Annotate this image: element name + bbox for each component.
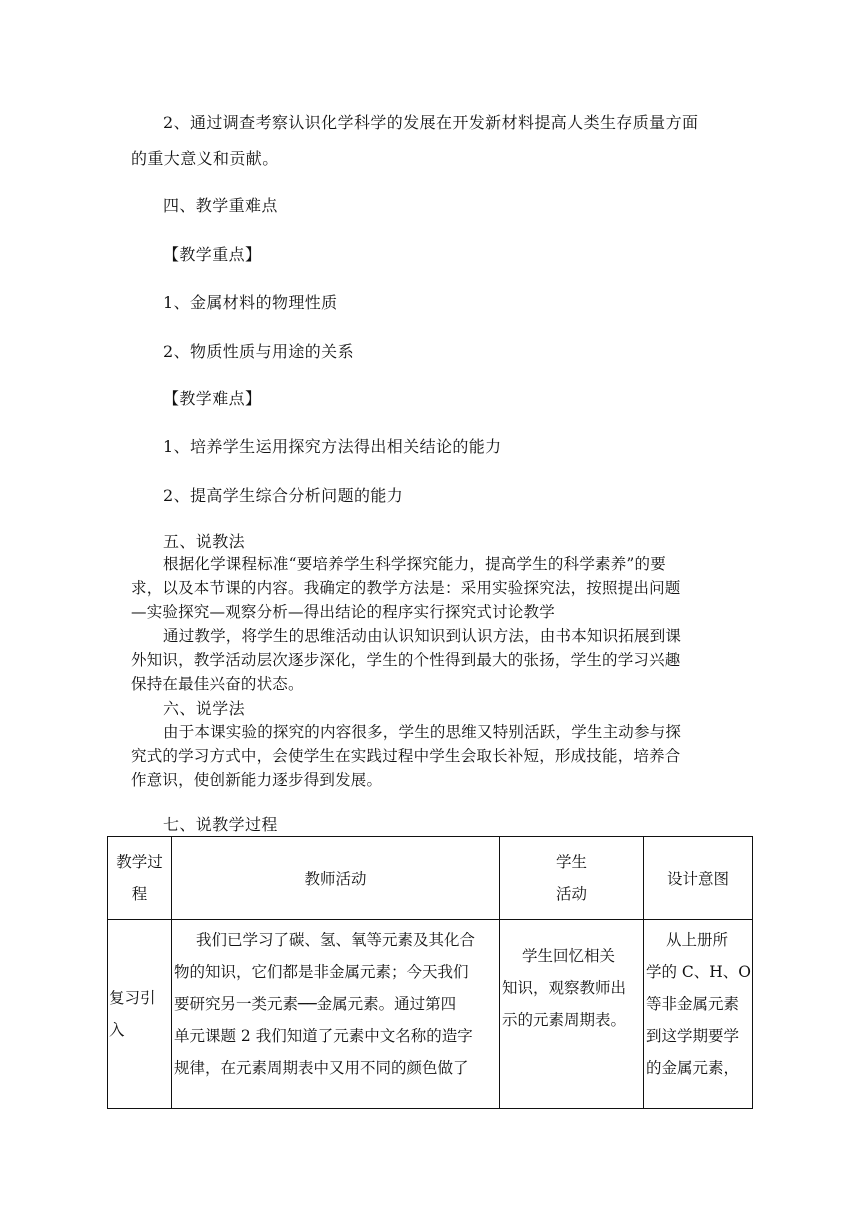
header-text: 设计意图 xyxy=(666,870,729,888)
paragraph-line: 2、通过调查考察认识化学科学的发展在开发新材料提高人类生存质量方面 xyxy=(163,113,699,132)
section-title: 四、教学重难点 xyxy=(163,196,278,215)
header-text: 教师活动 xyxy=(304,870,367,888)
cell-text: 我们已学习了碳、氢、氧等元素及其化合 xyxy=(196,931,476,949)
list-item: 1、培养学生运用探究方法得出相关结论的能力 xyxy=(163,437,502,456)
table-header-row xyxy=(108,837,753,920)
paragraph-line: 保持在最佳兴奋的状态。 xyxy=(131,675,304,693)
header-student xyxy=(500,837,644,920)
paragraph-line: 通过教学，将学生的思维活动由认识知识到认识方法，由书本知识拓展到课 xyxy=(163,627,682,645)
paragraph-line: 由于本课实验的探究的内容很多，学生的思维又特别活跃，学生主动参与探 xyxy=(163,723,682,741)
cell-text: 单元课题 2 我们知道了元素中文名称的造字 xyxy=(174,1027,473,1045)
cell-text: 要研究另一类元素──金属元素。通过第四 xyxy=(174,995,457,1013)
cell-text: 的金属元素， xyxy=(646,1059,740,1077)
cell-text: 规律，在元素周期表中又用不同的颜色做了 xyxy=(174,1059,469,1077)
paragraph-line: 作意识，使创新能力逐步得到发展。 xyxy=(131,771,383,789)
cell-teacher xyxy=(172,920,500,1109)
cell-text: 等非金属元素 xyxy=(646,995,740,1013)
header-text: 活动 xyxy=(555,885,587,903)
paragraph-line: 根据化学课程标准“要培养学生科学探究能力，提高学生的科学素养”的要 xyxy=(163,555,666,573)
paragraph-line: 究式的学习方式中，会使学生在实践过程中学生会取长补短，形成技能，培养合 xyxy=(131,747,681,765)
header-text: 教学过 xyxy=(116,853,163,871)
cell-text: 从上册所 xyxy=(666,931,729,949)
cell-intent xyxy=(644,920,753,1109)
section-title: 六、说学法 xyxy=(163,699,246,718)
cell-text: 物的知识，它们都是非金属元素；今天我们 xyxy=(174,963,469,981)
paragraph-line: —实验探究—观察分析—得出结论的程序实行探究式讨论教学 xyxy=(131,603,555,621)
cell-text: 学的 C、H、O xyxy=(646,963,752,981)
header-teacher xyxy=(172,837,500,920)
cell-text: 到这学期要学 xyxy=(646,1027,740,1045)
paragraph-line: 外知识，教学活动层次逐步深化，学生的个性得到最大的张扬，学生的学习兴趣 xyxy=(131,651,681,669)
cell-text: 学生回忆相关 xyxy=(522,947,616,965)
header-text: 学生 xyxy=(555,853,587,871)
cell-text: 入 xyxy=(109,1021,125,1039)
table-row xyxy=(108,920,753,1109)
list-item: 2、提高学生综合分析问题的能力 xyxy=(163,486,404,505)
cell-text: 复习引 xyxy=(109,989,156,1007)
subheading: 【教学重点】 xyxy=(163,245,262,264)
section-title: 五、说教法 xyxy=(163,532,246,551)
header-intent xyxy=(644,837,753,920)
cell-text: 知识，观察教师出 xyxy=(502,979,627,997)
cell-student xyxy=(500,920,644,1109)
section-title: 七、说教学过程 xyxy=(163,815,278,834)
teaching-process-table xyxy=(107,836,753,1109)
cell-process xyxy=(108,920,172,1109)
header-text: 程 xyxy=(131,885,148,903)
header-process xyxy=(108,837,172,920)
paragraph-line: 的重大意义和贡献。 xyxy=(131,149,279,168)
subheading: 【教学难点】 xyxy=(163,389,262,408)
cell-text: 示的元素周期表。 xyxy=(502,1011,627,1029)
paragraph-line: 求，以及本节课的内容。我确定的教学方法是：采用实验探究法，按照提出问题 xyxy=(131,579,681,597)
list-item: 1、金属材料的物理性质 xyxy=(163,293,338,312)
list-item: 2、物质性质与用途的关系 xyxy=(163,342,354,361)
